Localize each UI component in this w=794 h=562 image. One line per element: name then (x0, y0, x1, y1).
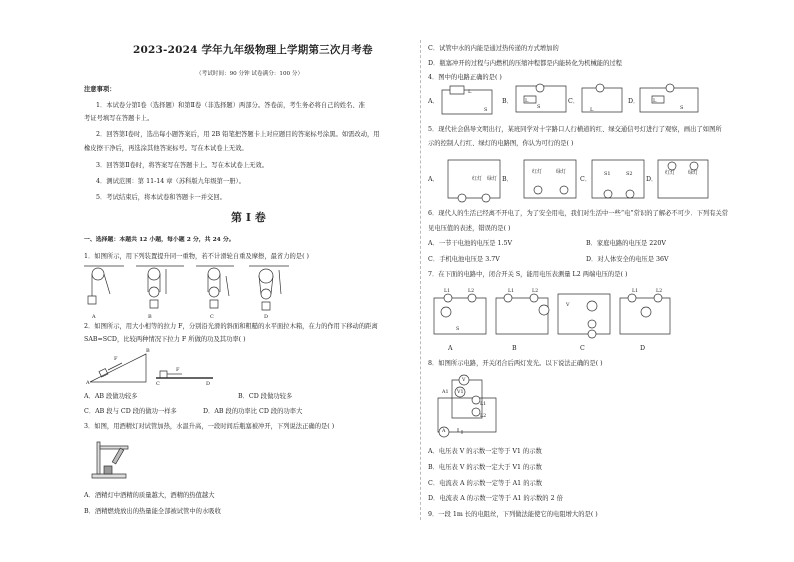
option: C．电流表 A 的示数一定等于 A1 的示数 (428, 480, 543, 487)
figure-label: L1 (632, 289, 639, 294)
note-line: 5．考试结束后，将本试卷和答题卡一并交回。 (96, 194, 226, 201)
figure-label: A (86, 380, 90, 386)
option: D．AB 段的功率比 CD 段的功率大 (203, 408, 303, 415)
question-stem: 1．如图所示，用下列装置提升同一重物，若不计滑轮自重及摩擦，最省力的是( ) (84, 253, 310, 260)
figure-label: L (468, 89, 472, 95)
figure-label: S (537, 104, 541, 110)
note-line: 1．本试卷分第Ⅰ卷（选择题）和第Ⅱ卷（非选择题）两部分。答卷前，考生务必将自己的姓名、准 (96, 102, 365, 109)
option: A．一节干电池的电压是 1.5V (428, 240, 513, 247)
option-label: C． (568, 98, 580, 105)
figure-label: 绿灯 (688, 170, 699, 176)
question-stem: 3．如图，用酒精灯对试管加热，水温升高，一段时间后瓶塞被冲开，下列说法正确的是( ) (84, 423, 335, 430)
note-line: 橡皮擦干净后，再选涂其他答案标号。写在本试卷上无效。 (84, 145, 248, 152)
option: A．酒精灯中酒精的质量越大，酒精的热值越大 (84, 492, 215, 499)
figure-label: A (442, 429, 446, 434)
option: C．AB 段与 CD 段的做功一样多 (84, 408, 177, 415)
figure-label: B (146, 348, 150, 354)
option: C．手机电池电压是 3.7V (428, 256, 500, 263)
figure-label: 红灯 (532, 169, 543, 175)
option-label: B (148, 314, 152, 320)
option-label: D． (646, 176, 658, 183)
option-label: C (210, 314, 214, 320)
figure-label: S (484, 107, 488, 113)
figure-label: V (566, 303, 570, 308)
figure-label: F (176, 367, 180, 373)
question-stem: 5．现代社会倡导文明出行，某班同学对十字路口人行横道的红、绿交通信号灯进行了观察，画出了如图所 (428, 126, 722, 133)
figure-label: L (525, 98, 529, 104)
figure-label: L (590, 107, 594, 113)
figure-label: D (206, 381, 211, 387)
option-label: C． (580, 176, 592, 183)
question-stem: 9．一段 1m 长的电阻丝，下列做法能使它的电阻增大的是( ) (428, 511, 598, 518)
figure-label: S2 (626, 171, 633, 177)
option-label: A． (428, 176, 439, 183)
option-label: A． (428, 98, 439, 105)
column-divider (420, 40, 421, 520)
figure-label: L1 (508, 289, 515, 294)
question-stem: 4．图中的电路正确的是( ) (428, 74, 502, 81)
figure-label: F (114, 356, 118, 362)
option-label: A (448, 345, 453, 352)
option: C．试管中水的内能是通过热传递的方式增加的 (428, 45, 559, 52)
question-stem: 2．如图所示，用大小相等的拉力 F，分别沿光滑的斜面和粗糙的水平面拉木箱，在力的作用下移动的距离 (84, 323, 378, 330)
question-stem: 见电压值的表述，错误的是( ) (428, 225, 511, 232)
figure-label: 红灯 (472, 176, 483, 182)
figure-label: V1 (457, 390, 464, 395)
figure-label: L (653, 98, 657, 104)
option: A．AB 段做功较多 (84, 393, 138, 400)
figure-label: S (456, 327, 460, 332)
circuit-figure (440, 84, 710, 118)
figure-label: S1 (604, 171, 611, 177)
question-stem: 8．如图所示电路，开关闭合后两灯发光。以下说法正确的是( ) (428, 360, 603, 367)
note-line: 2．回答第Ⅰ卷时，选出每小题答案后，用 2B 铅笔把答题卡上对应题目的答案标号涂黑。如需改动，用 (96, 131, 380, 138)
note-line: 4．测试范围：第 11-14 章（苏科版九年级第一册）。 (96, 178, 245, 185)
option-label: A (92, 314, 96, 320)
note-line: 考证号填写在答题卡上。 (84, 115, 154, 122)
option: D．对人体安全的电压是 36V (586, 256, 669, 263)
option: D．瓶塞冲开的过程与内燃机的压缩冲程都是内能转化为机械能的过程 (428, 60, 622, 67)
notes-heading: 注意事项： (84, 86, 116, 93)
figure-label: L2 (656, 289, 663, 294)
figure-label: C (156, 381, 160, 387)
figure-label: S (680, 105, 684, 111)
option: A．电压表 V 的示数一定等于 V1 的示数 (428, 448, 542, 455)
note-line: 3．回答第Ⅱ卷时，将答案写在答题卡上。写在本试卷上无效。 (96, 162, 269, 169)
figure-label: L2 (468, 289, 475, 294)
figure-label: A1 (442, 390, 449, 395)
option-label: C (580, 345, 585, 352)
option-label: D (640, 345, 646, 352)
figure-label: L2 (532, 289, 539, 294)
exam-info: （考试时间：90 分钟 试卷满分：100 分） (196, 71, 304, 77)
question-stem: 6．现代人的生活已经离不开电了，为了安全用电，我们对生活中一些“电”常识的了解必不可少．下列有关常 (428, 210, 729, 217)
option: B．CD 段做功较多 (238, 393, 293, 400)
option-label: B (512, 345, 517, 352)
incline-figure (88, 346, 218, 386)
part-heading: 一、选择题：本题共 12 小题，每小题 2 分，共 24 分。 (84, 236, 235, 243)
option: D．电流表 A 的示数一定等于 A1 的示数的 2 倍 (428, 495, 563, 502)
pulley-figure (84, 264, 294, 324)
question-stem: SAB=SCD，比较两种情况下拉力 F 所做的功及其功率( ) (84, 336, 246, 343)
figure-label: L1 (480, 402, 487, 407)
figure-label: 绿灯 (556, 169, 567, 175)
figure-label: 红灯 (665, 170, 676, 176)
section-title: 第 I 卷 (231, 211, 266, 224)
figure-label: L2 (480, 414, 487, 419)
option-label: B． (502, 176, 513, 183)
option: B．电压表 V 的示数一定大于 V1 的示数 (428, 464, 542, 471)
option: B．酒精燃烧放出的热量能全部被试管中的水吸收 (84, 508, 221, 515)
option-label: D (264, 314, 269, 320)
heating-figure (88, 436, 138, 480)
exam-title: 2023-2024 学年九年级物理上学期第三次月考卷 (133, 44, 373, 56)
question-stem: 示的控制人行红、绿灯的电路图，你认为可行的是( ) (428, 140, 574, 147)
figure-label: V (462, 378, 466, 383)
figure-label: L1 (444, 289, 451, 294)
question-stem: 7．在下面的电路中，闭合开关 S，能用电压表测量 L2 两端电压的是( ) (428, 271, 628, 278)
option-label: B． (502, 98, 513, 105)
figure-label: 绿灯 (487, 176, 498, 182)
option-label: D． (628, 98, 640, 105)
option: B．家庭电路的电压是 220V (586, 240, 666, 247)
